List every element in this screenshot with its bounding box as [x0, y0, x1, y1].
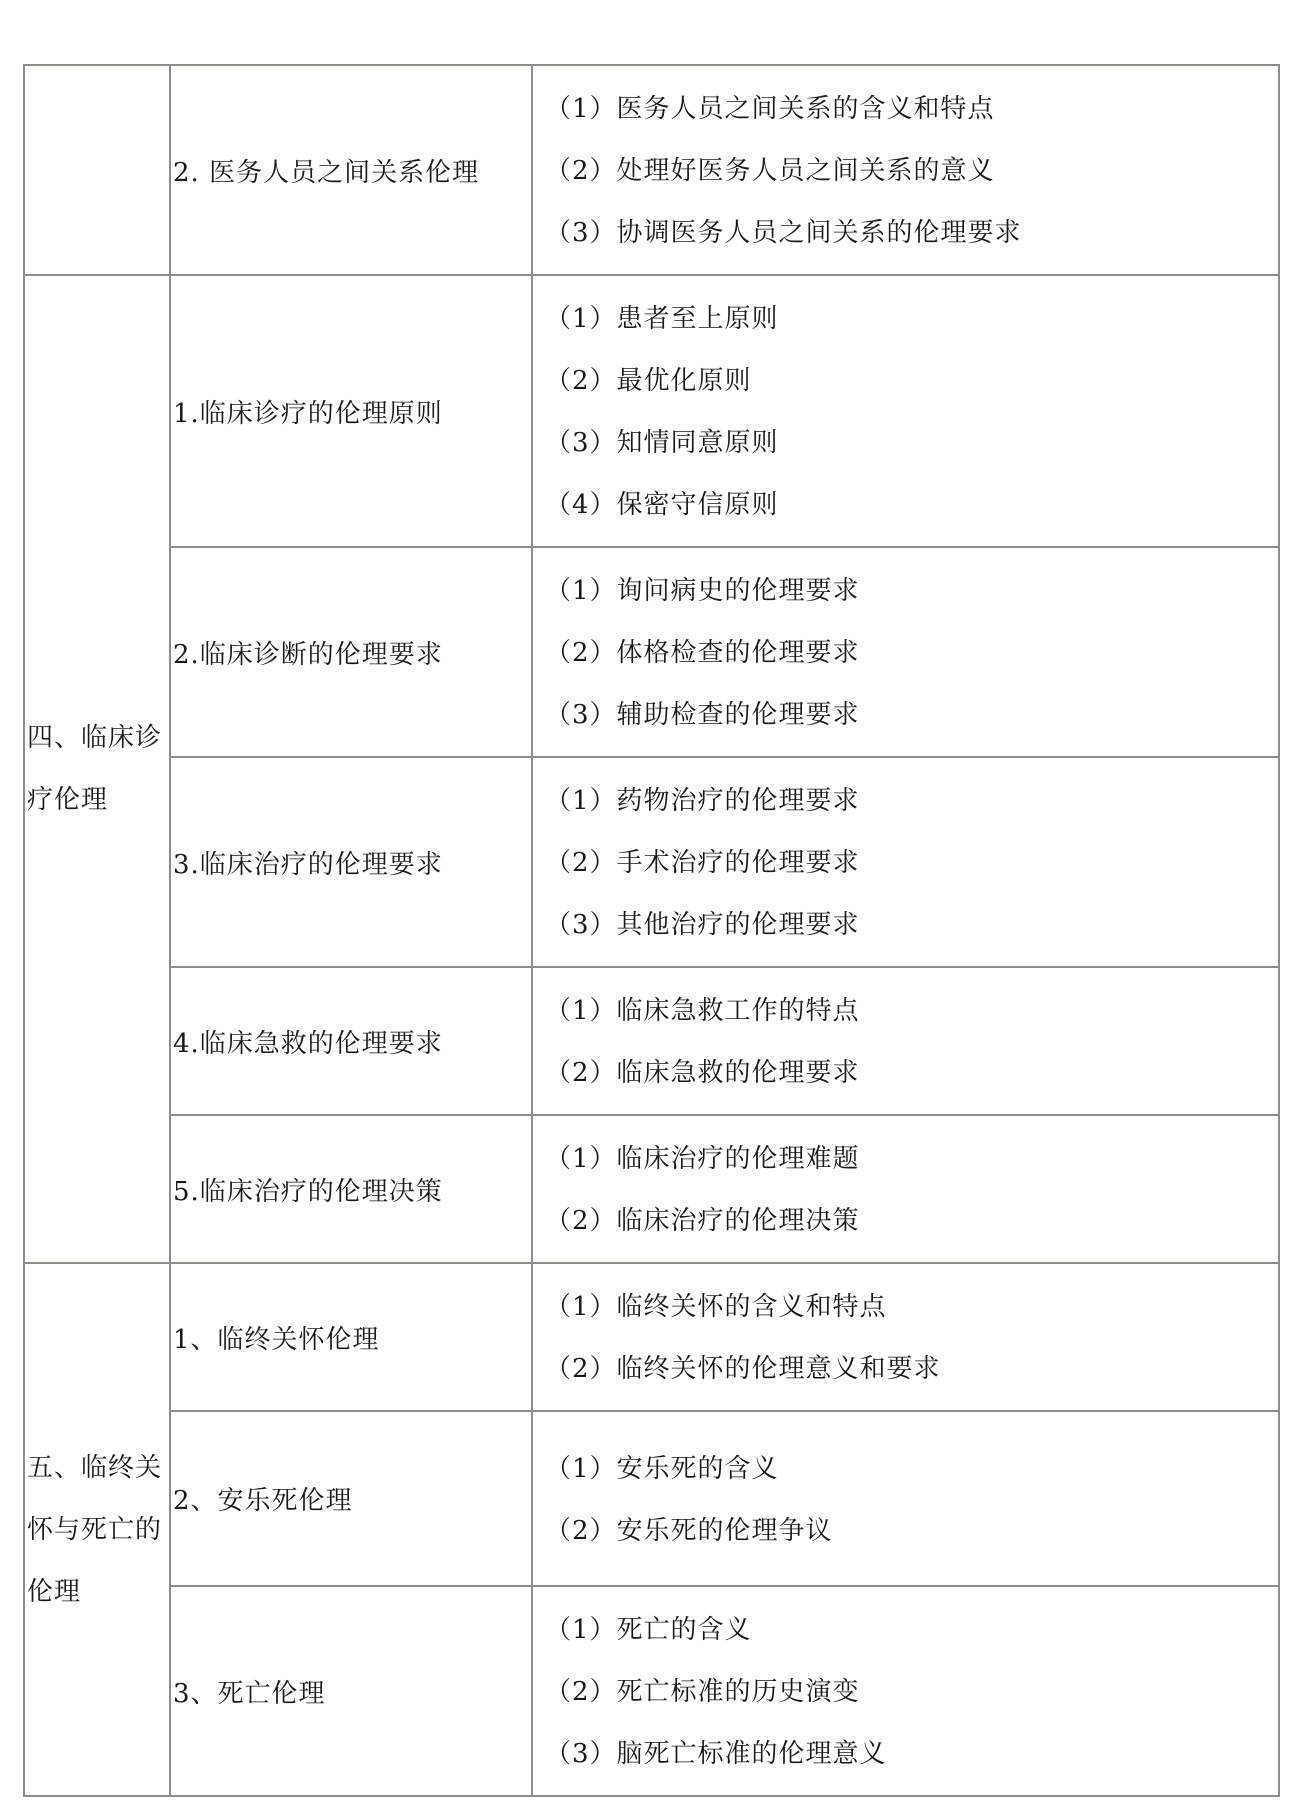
- table-row: [24, 757, 1279, 967]
- point-item: （2）临床治疗的伦理决策: [545, 1206, 860, 1236]
- table-row: [24, 967, 1279, 1115]
- table-row: [24, 1411, 1279, 1586]
- table-row: [24, 1586, 1279, 1796]
- point-item: （2）体格检查的伦理要求: [545, 638, 860, 668]
- point-item: （3）辅助检查的伦理要求: [545, 700, 860, 730]
- points-cell: [532, 1263, 1279, 1411]
- table-row: [24, 547, 1279, 757]
- points-cell: [532, 65, 1279, 275]
- unit-title-cell: 四、临床诊疗伦理: [24, 275, 170, 1263]
- point-item: （1）患者至上原则: [545, 304, 779, 334]
- point-item: （3）脑死亡标准的伦理意义: [545, 1739, 887, 1769]
- table-row: [24, 1263, 1279, 1411]
- point-item: （1）死亡的含义: [545, 1615, 752, 1645]
- point-item: （1）临床急救工作的特点: [545, 996, 860, 1026]
- points-cell: [532, 757, 1279, 967]
- point-item: （2）处理好医务人员之间关系的意义: [545, 156, 995, 186]
- points-cell: [532, 1115, 1279, 1263]
- point-item: （3）知情同意原则: [545, 428, 779, 458]
- point-item: （3）其他治疗的伦理要求: [545, 910, 860, 940]
- points-cell: [532, 275, 1279, 547]
- table-row: [24, 275, 1279, 547]
- point-item: （2）手术治疗的伦理要求: [545, 848, 860, 878]
- unit-title-cell: [24, 65, 170, 275]
- table-row: [24, 65, 1279, 275]
- point-item: （1）安乐死的含义: [545, 1453, 779, 1484]
- points-cell: [532, 1411, 1279, 1586]
- points-cell: [532, 547, 1279, 757]
- point-item: （1）临终关怀的含义和特点: [545, 1292, 887, 1322]
- point-item: （2）安乐死的伦理争议: [545, 1515, 833, 1546]
- topic-cell: 5.临床治疗的伦理决策: [170, 1115, 532, 1263]
- topic-cell: 1、临终关怀伦理: [170, 1263, 532, 1411]
- point-item: （2）死亡标准的历史演变: [545, 1677, 860, 1707]
- points-cell: [532, 967, 1279, 1115]
- topic-cell: 2.临床诊断的伦理要求: [170, 547, 532, 757]
- point-item: （2）最优化原则: [545, 366, 752, 396]
- table-row: [24, 1115, 1279, 1263]
- points-cell: [532, 1586, 1279, 1796]
- topic-cell: 3、死亡伦理: [170, 1586, 532, 1796]
- topic-cell: 4.临床急救的伦理要求: [170, 967, 532, 1115]
- point-item: （1）药物治疗的伦理要求: [545, 786, 860, 816]
- topic-cell: 3.临床治疗的伦理要求: [170, 757, 532, 967]
- point-item: （2）临床急救的伦理要求: [545, 1058, 860, 1088]
- topic-cell: 2. 医务人员之间关系伦理: [170, 65, 532, 275]
- topic-cell: 2、安乐死伦理: [170, 1411, 532, 1586]
- topic-cell: 1.临床诊疗的伦理原则: [170, 275, 532, 547]
- point-item: （3）协调医务人员之间关系的伦理要求: [545, 218, 1022, 248]
- point-item: （2）临终关怀的伦理意义和要求: [545, 1354, 941, 1384]
- syllabus-table-body: [24, 65, 1279, 1796]
- syllabus-table: [23, 64, 1280, 1797]
- point-item: （4）保密守信原则: [545, 490, 779, 520]
- unit-title-cell: 五、临终关怀与死亡的伦理: [24, 1263, 170, 1796]
- point-item: （1）临床治疗的伦理难题: [545, 1144, 860, 1174]
- point-item: （1）医务人员之间关系的含义和特点: [545, 94, 995, 124]
- point-item: （1）询问病史的伦理要求: [545, 576, 860, 606]
